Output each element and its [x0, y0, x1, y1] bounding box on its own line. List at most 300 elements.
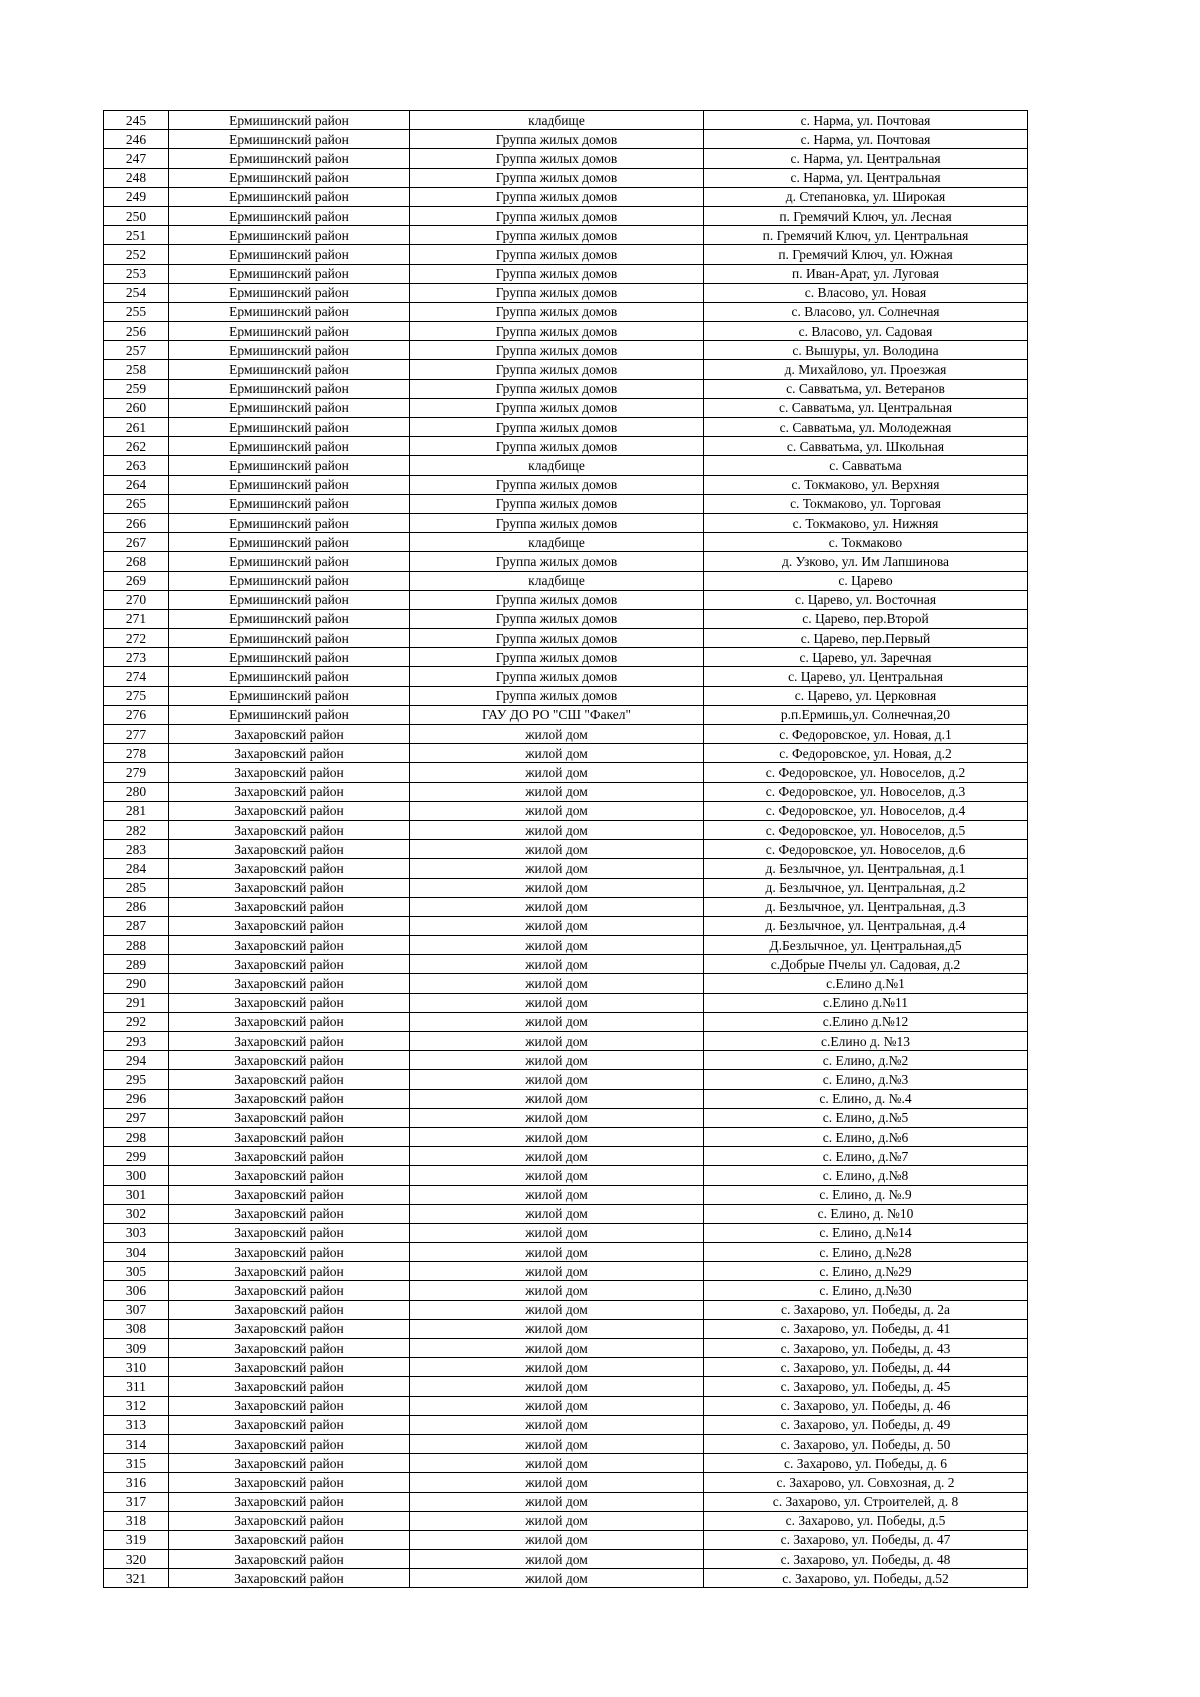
table-row	[104, 1147, 1028, 1166]
table-row	[104, 878, 1028, 897]
row-number-cell: 258	[104, 360, 169, 379]
district-cell: Ермишинский район	[169, 302, 410, 321]
district-cell: Ермишинский район	[169, 379, 410, 398]
address-cell: с. Елино, д.№14	[704, 1223, 1028, 1242]
district-cell: Захаровский район	[169, 1166, 410, 1185]
district-cell: Ермишинский район	[169, 629, 410, 648]
object-type-cell: жилой дом	[410, 1339, 704, 1358]
address-cell: с. Царево, пер.Второй	[704, 609, 1028, 628]
address-cell: с. Царево	[704, 571, 1028, 590]
row-number-cell: 299	[104, 1147, 169, 1166]
address-cell: п. Гремячий Ключ, ул. Южная	[704, 245, 1028, 264]
table-row	[104, 302, 1028, 321]
address-cell: с. Нарма, ул. Почтовая	[704, 111, 1028, 130]
row-number-cell: 256	[104, 322, 169, 341]
address-cell: с. Нарма, ул. Почтовая	[704, 130, 1028, 149]
row-number-cell: 320	[104, 1550, 169, 1569]
address-cell: с. Царево, ул. Заречная	[704, 648, 1028, 667]
table-row	[104, 149, 1028, 168]
district-cell: Захаровский район	[169, 1147, 410, 1166]
row-number-cell: 301	[104, 1185, 169, 1204]
object-type-cell: Группа жилых домов	[410, 245, 704, 264]
table-row	[104, 686, 1028, 705]
object-type-cell: жилой дом	[410, 1415, 704, 1434]
row-number-cell: 321	[104, 1569, 169, 1588]
address-cell: с. Вышуры, ул. Володина	[704, 341, 1028, 360]
district-cell: Захаровский район	[169, 1223, 410, 1242]
row-number-cell: 312	[104, 1396, 169, 1415]
district-cell: Ермишинский район	[169, 264, 410, 283]
district-cell: Захаровский район	[169, 1070, 410, 1089]
district-cell: Захаровский район	[169, 1530, 410, 1549]
address-cell: с. Федоровское, ул. Новоселов, д.2	[704, 763, 1028, 782]
object-type-cell: ГАУ ДО РО "СШ "Факел"	[410, 705, 704, 724]
row-number-cell: 273	[104, 648, 169, 667]
table-row	[104, 648, 1028, 667]
district-cell: Захаровский район	[169, 1012, 410, 1031]
table-row	[104, 437, 1028, 456]
row-number-cell: 286	[104, 897, 169, 916]
object-type-cell: кладбище	[410, 456, 704, 475]
row-number-cell: 252	[104, 245, 169, 264]
table-row	[104, 725, 1028, 744]
row-number-cell: 309	[104, 1339, 169, 1358]
row-number-cell: 266	[104, 513, 169, 532]
row-number-cell: 314	[104, 1434, 169, 1453]
district-cell: Захаровский район	[169, 1127, 410, 1146]
district-cell: Захаровский район	[169, 1492, 410, 1511]
row-number-cell: 262	[104, 437, 169, 456]
district-cell: Захаровский район	[169, 993, 410, 1012]
district-cell: Ермишинский район	[169, 705, 410, 724]
row-number-cell: 274	[104, 667, 169, 686]
row-number-cell: 280	[104, 782, 169, 801]
table-row	[104, 1396, 1028, 1415]
table-row	[104, 533, 1028, 552]
table-row	[104, 744, 1028, 763]
row-number-cell: 319	[104, 1530, 169, 1549]
address-cell: д. Безлычное, ул. Центральная, д.3	[704, 897, 1028, 916]
object-type-cell: жилой дом	[410, 897, 704, 916]
row-number-cell: 310	[104, 1358, 169, 1377]
row-number-cell: 294	[104, 1051, 169, 1070]
object-type-cell: Группа жилых домов	[410, 552, 704, 571]
table-row	[104, 1281, 1028, 1300]
table-row	[104, 1051, 1028, 1070]
table-row	[104, 763, 1028, 782]
table-row	[104, 1243, 1028, 1262]
address-cell: с. Нарма, ул. Центральная	[704, 168, 1028, 187]
district-cell: Захаровский район	[169, 1396, 410, 1415]
row-number-cell: 277	[104, 725, 169, 744]
address-cell: с.Елино д.№1	[704, 974, 1028, 993]
district-cell: Захаровский район	[169, 1243, 410, 1262]
object-type-cell: Группа жилых домов	[410, 648, 704, 667]
object-type-cell: кладбище	[410, 571, 704, 590]
address-cell: с. Елино, д. №.9	[704, 1185, 1028, 1204]
row-number-cell: 313	[104, 1415, 169, 1434]
object-type-cell: кладбище	[410, 533, 704, 552]
object-type-cell: жилой дом	[410, 782, 704, 801]
row-number-cell: 317	[104, 1492, 169, 1511]
address-cell: с. Елино, д. №10	[704, 1204, 1028, 1223]
object-type-cell: Группа жилых домов	[410, 206, 704, 225]
district-cell: Захаровский район	[169, 1108, 410, 1127]
row-number-cell: 288	[104, 936, 169, 955]
district-cell: Захаровский район	[169, 820, 410, 839]
district-cell: Ермишинский район	[169, 437, 410, 456]
row-number-cell: 283	[104, 840, 169, 859]
address-cell: д. Узково, ул. Им Лапшинова	[704, 552, 1028, 571]
address-cell: с. Токмаково, ул. Верхняя	[704, 475, 1028, 494]
table-row	[104, 1454, 1028, 1473]
row-number-cell: 297	[104, 1108, 169, 1127]
table-row	[104, 1569, 1028, 1588]
address-cell: с.Елино д. №13	[704, 1032, 1028, 1051]
object-type-cell: жилой дом	[410, 744, 704, 763]
district-cell: Захаровский район	[169, 1262, 410, 1281]
object-type-cell: Группа жилых домов	[410, 513, 704, 532]
table-row	[104, 1108, 1028, 1127]
address-cell: с. Елино, д. №.4	[704, 1089, 1028, 1108]
row-number-cell: 316	[104, 1473, 169, 1492]
district-cell: Ермишинский район	[169, 513, 410, 532]
address-cell: с. Елино, д.№29	[704, 1262, 1028, 1281]
table-row	[104, 897, 1028, 916]
object-type-cell: Группа жилых домов	[410, 629, 704, 648]
object-type-cell: жилой дом	[410, 878, 704, 897]
district-cell: Ермишинский район	[169, 149, 410, 168]
row-number-cell: 257	[104, 341, 169, 360]
table-row	[104, 513, 1028, 532]
object-type-cell: жилой дом	[410, 1185, 704, 1204]
address-cell: с. Царево, пер.Первый	[704, 629, 1028, 648]
district-cell: Захаровский район	[169, 1032, 410, 1051]
district-cell: Ермишинский район	[169, 398, 410, 417]
object-type-cell: жилой дом	[410, 801, 704, 820]
object-type-cell: жилой дом	[410, 859, 704, 878]
address-cell: с.Елино д.№12	[704, 1012, 1028, 1031]
address-cell: с. Савватьма, ул. Ветеранов	[704, 379, 1028, 398]
object-type-cell: Группа жилых домов	[410, 341, 704, 360]
row-number-cell: 281	[104, 801, 169, 820]
district-cell: Захаровский район	[169, 782, 410, 801]
address-cell: с. Федоровское, ул. Новоселов, д.6	[704, 840, 1028, 859]
district-cell: Захаровский район	[169, 1434, 410, 1453]
object-type-cell: жилой дом	[410, 1358, 704, 1377]
district-cell: Ермишинский район	[169, 206, 410, 225]
table-row	[104, 1434, 1028, 1453]
row-number-cell: 278	[104, 744, 169, 763]
address-cell: д. Михайлово, ул. Проезжая	[704, 360, 1028, 379]
district-cell: Захаровский район	[169, 1319, 410, 1338]
address-cell: с. Власово, ул. Солнечная	[704, 302, 1028, 321]
address-cell: с. Токмаково	[704, 533, 1028, 552]
object-type-cell: Группа жилых домов	[410, 437, 704, 456]
row-number-cell: 261	[104, 418, 169, 437]
objects-table	[103, 110, 1028, 1588]
object-type-cell: Группа жилых домов	[410, 398, 704, 417]
table-row	[104, 1358, 1028, 1377]
object-type-cell: Группа жилых домов	[410, 149, 704, 168]
table-row	[104, 187, 1028, 206]
district-cell: Ермишинский район	[169, 341, 410, 360]
table-row	[104, 609, 1028, 628]
object-type-cell: жилой дом	[410, 763, 704, 782]
district-cell: Ермишинский район	[169, 283, 410, 302]
table-row	[104, 456, 1028, 475]
object-type-cell: Группа жилых домов	[410, 609, 704, 628]
row-number-cell: 318	[104, 1511, 169, 1530]
district-cell: Ермишинский район	[169, 686, 410, 705]
table-row	[104, 1339, 1028, 1358]
row-number-cell: 271	[104, 609, 169, 628]
address-cell: с. Захарово, ул. Победы, д. 48	[704, 1550, 1028, 1569]
district-cell: Захаровский район	[169, 1339, 410, 1358]
address-cell: с. Елино, д.№5	[704, 1108, 1028, 1127]
address-cell: п. Гремячий Ключ, ул. Лесная	[704, 206, 1028, 225]
object-type-cell: жилой дом	[410, 1032, 704, 1051]
address-cell: с. Савватьма, ул. Школьная	[704, 437, 1028, 456]
row-number-cell: 276	[104, 705, 169, 724]
district-cell: Ермишинский район	[169, 130, 410, 149]
address-cell: с. Федоровское, ул. Новая, д.1	[704, 725, 1028, 744]
object-type-cell: Группа жилых домов	[410, 590, 704, 609]
object-type-cell: Группа жилых домов	[410, 475, 704, 494]
table-body	[104, 111, 1028, 1588]
district-cell: Захаровский район	[169, 897, 410, 916]
row-number-cell: 282	[104, 820, 169, 839]
object-type-cell: жилой дом	[410, 1051, 704, 1070]
district-cell: Захаровский район	[169, 1051, 410, 1070]
address-cell: с. Захарово, ул. Победы, д. 45	[704, 1377, 1028, 1396]
object-type-cell: жилой дом	[410, 1454, 704, 1473]
address-cell: с. Елино, д.№28	[704, 1243, 1028, 1262]
address-cell: с. Токмаково, ул. Торговая	[704, 494, 1028, 513]
object-type-cell: жилой дом	[410, 1147, 704, 1166]
district-cell: Ермишинский район	[169, 245, 410, 264]
address-cell: с. Захарово, ул. Победы, д. 6	[704, 1454, 1028, 1473]
table-row	[104, 398, 1028, 417]
row-number-cell: 250	[104, 206, 169, 225]
address-cell: с. Токмаково, ул. Нижняя	[704, 513, 1028, 532]
district-cell: Ермишинский район	[169, 494, 410, 513]
district-cell: Ермишинский район	[169, 533, 410, 552]
object-type-cell: жилой дом	[410, 1108, 704, 1127]
table-row	[104, 820, 1028, 839]
row-number-cell: 292	[104, 1012, 169, 1031]
table-row	[104, 916, 1028, 935]
district-cell: Ермишинский район	[169, 648, 410, 667]
table-row	[104, 1223, 1028, 1242]
object-type-cell: жилой дом	[410, 1204, 704, 1223]
table-row	[104, 552, 1028, 571]
district-cell: Ермишинский район	[169, 609, 410, 628]
table-row	[104, 955, 1028, 974]
object-type-cell: жилой дом	[410, 1089, 704, 1108]
district-cell: Захаровский район	[169, 1473, 410, 1492]
object-type-cell: Группа жилых домов	[410, 322, 704, 341]
table-row	[104, 1473, 1028, 1492]
table-row	[104, 705, 1028, 724]
address-cell: с. Власово, ул. Садовая	[704, 322, 1028, 341]
object-type-cell: Группа жилых домов	[410, 283, 704, 302]
address-cell: с. Федоровское, ул. Новая, д.2	[704, 744, 1028, 763]
row-number-cell: 249	[104, 187, 169, 206]
district-cell: Ермишинский район	[169, 456, 410, 475]
object-type-cell: жилой дом	[410, 1492, 704, 1511]
row-number-cell: 254	[104, 283, 169, 302]
district-cell: Захаровский район	[169, 1358, 410, 1377]
table-row	[104, 379, 1028, 398]
address-cell: с. Царево, ул. Церковная	[704, 686, 1028, 705]
address-cell: с. Савватьма, ул. Центральная	[704, 398, 1028, 417]
table-row	[104, 1070, 1028, 1089]
object-type-cell: жилой дом	[410, 1012, 704, 1031]
district-cell: Ермишинский район	[169, 571, 410, 590]
table-row	[104, 974, 1028, 993]
row-number-cell: 263	[104, 456, 169, 475]
address-cell: д. Степановка, ул. Широкая	[704, 187, 1028, 206]
district-cell: Ермишинский район	[169, 226, 410, 245]
row-number-cell: 279	[104, 763, 169, 782]
address-cell: с. Федоровское, ул. Новоселов, д.4	[704, 801, 1028, 820]
address-cell: д. Безлычное, ул. Центральная, д.2	[704, 878, 1028, 897]
row-number-cell: 272	[104, 629, 169, 648]
row-number-cell: 287	[104, 916, 169, 935]
object-type-cell: жилой дом	[410, 1319, 704, 1338]
row-number-cell: 247	[104, 149, 169, 168]
district-cell: Ермишинский район	[169, 168, 410, 187]
row-number-cell: 255	[104, 302, 169, 321]
object-type-cell: Группа жилых домов	[410, 130, 704, 149]
district-cell: Ермишинский район	[169, 590, 410, 609]
object-type-cell: Группа жилых домов	[410, 302, 704, 321]
row-number-cell: 290	[104, 974, 169, 993]
object-type-cell: жилой дом	[410, 1569, 704, 1588]
address-cell: с. Федоровское, ул. Новоселов, д.3	[704, 782, 1028, 801]
table-row	[104, 168, 1028, 187]
district-cell: Захаровский район	[169, 1454, 410, 1473]
row-number-cell: 253	[104, 264, 169, 283]
row-number-cell: 245	[104, 111, 169, 130]
object-type-cell: жилой дом	[410, 916, 704, 935]
table-row	[104, 571, 1028, 590]
district-cell: Захаровский район	[169, 1281, 410, 1300]
table-row	[104, 206, 1028, 225]
table-row	[104, 1262, 1028, 1281]
table-row	[104, 130, 1028, 149]
district-cell: Захаровский район	[169, 1185, 410, 1204]
table-row	[104, 1012, 1028, 1031]
table-row	[104, 1377, 1028, 1396]
address-cell: д. Безлычное, ул. Центральная, д.1	[704, 859, 1028, 878]
address-cell: с. Захарово, ул. Победы, д. 41	[704, 1319, 1028, 1338]
object-type-cell: кладбище	[410, 111, 704, 130]
table-row	[104, 936, 1028, 955]
district-cell: Захаровский район	[169, 801, 410, 820]
address-cell: с. Захарово, ул. Победы, д.52	[704, 1569, 1028, 1588]
table-row	[104, 226, 1028, 245]
district-cell: Ермишинский район	[169, 418, 410, 437]
address-cell: Д.Безлычное, ул. Центральная,д5	[704, 936, 1028, 955]
row-number-cell: 248	[104, 168, 169, 187]
object-type-cell: Группа жилых домов	[410, 667, 704, 686]
district-cell: Захаровский район	[169, 840, 410, 859]
table-row	[104, 322, 1028, 341]
table-row	[104, 360, 1028, 379]
object-type-cell: жилой дом	[410, 1377, 704, 1396]
table-row	[104, 1550, 1028, 1569]
address-cell: р.п.Ермишь,ул. Солнечная,20	[704, 705, 1028, 724]
object-type-cell: жилой дом	[410, 1473, 704, 1492]
district-cell: Захаровский район	[169, 859, 410, 878]
district-cell: Захаровский район	[169, 1415, 410, 1434]
object-type-cell: жилой дом	[410, 1281, 704, 1300]
address-cell: с. Елино, д.№6	[704, 1127, 1028, 1146]
table-row	[104, 993, 1028, 1012]
address-cell: с. Захарово, ул. Победы, д.5	[704, 1511, 1028, 1530]
object-type-cell: Группа жилых домов	[410, 418, 704, 437]
district-cell: Ермишинский район	[169, 360, 410, 379]
row-number-cell: 259	[104, 379, 169, 398]
object-type-cell: Группа жилых домов	[410, 379, 704, 398]
object-type-cell: жилой дом	[410, 1511, 704, 1530]
address-cell: с.Добрые Пчелы ул. Садовая, д.2	[704, 955, 1028, 974]
address-cell: с. Елино, д.№8	[704, 1166, 1028, 1185]
district-cell: Захаровский район	[169, 1377, 410, 1396]
district-cell: Захаровский район	[169, 916, 410, 935]
table-row	[104, 111, 1028, 130]
table-row	[104, 264, 1028, 283]
district-cell: Захаровский район	[169, 1550, 410, 1569]
address-cell: с. Захарово, ул. Победы, д. 49	[704, 1415, 1028, 1434]
row-number-cell: 296	[104, 1089, 169, 1108]
district-cell: Захаровский район	[169, 1511, 410, 1530]
object-type-cell: Группа жилых домов	[410, 226, 704, 245]
object-type-cell: жилой дом	[410, 974, 704, 993]
table-row	[104, 629, 1028, 648]
address-cell: п. Иван-Арат, ул. Луговая	[704, 264, 1028, 283]
district-cell: Захаровский район	[169, 974, 410, 993]
table-row	[104, 494, 1028, 513]
table-row	[104, 667, 1028, 686]
object-type-cell: жилой дом	[410, 1166, 704, 1185]
object-type-cell: жилой дом	[410, 936, 704, 955]
object-type-cell: жилой дом	[410, 1223, 704, 1242]
object-type-cell: Группа жилых домов	[410, 187, 704, 206]
object-type-cell: Группа жилых домов	[410, 360, 704, 379]
district-cell: Ермишинский район	[169, 552, 410, 571]
object-type-cell: жилой дом	[410, 725, 704, 744]
address-cell: с. Захарово, ул. Победы, д. 44	[704, 1358, 1028, 1377]
table-row	[104, 1530, 1028, 1549]
row-number-cell: 315	[104, 1454, 169, 1473]
row-number-cell: 264	[104, 475, 169, 494]
table-row	[104, 782, 1028, 801]
district-cell: Захаровский район	[169, 1300, 410, 1319]
table-row	[104, 1166, 1028, 1185]
address-cell: с. Захарово, ул. Совхозная, д. 2	[704, 1473, 1028, 1492]
row-number-cell: 285	[104, 878, 169, 897]
object-type-cell: жилой дом	[410, 1550, 704, 1569]
row-number-cell: 284	[104, 859, 169, 878]
object-type-cell: Группа жилых домов	[410, 168, 704, 187]
row-number-cell: 307	[104, 1300, 169, 1319]
district-cell: Захаровский район	[169, 1089, 410, 1108]
address-cell: с. Елино, д.№30	[704, 1281, 1028, 1300]
table-row	[104, 418, 1028, 437]
